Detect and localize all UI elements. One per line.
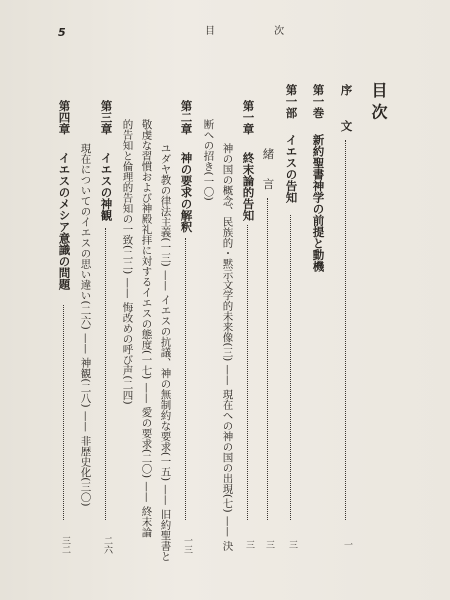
preface-label: 序 bbox=[339, 84, 354, 96]
header-page-number: 5 bbox=[58, 26, 66, 39]
ch2-summary-line2: 敬虔な習慣および神殿礼拝に対するイエスの態度(一七) —— 愛の要求(二〇) —— 終末論 bbox=[140, 119, 153, 538]
part1-label: 第一部 bbox=[284, 84, 299, 119]
ch3-label: 第三章 bbox=[99, 100, 114, 135]
header-title: 目 次 bbox=[205, 26, 313, 37]
dot-leader bbox=[247, 225, 248, 520]
ch2-summary-line1: ユダヤ教の律法主義(一三) —— イエスの抗議、神の無制約な要求(一五) —— 旧約聖書と bbox=[159, 143, 172, 562]
ch4-label: 第四章 bbox=[57, 100, 72, 135]
volume1-title: 新約聖書神学の前提と動機 bbox=[311, 134, 326, 272]
preface-text: 文 bbox=[339, 120, 354, 132]
ch2-page: 一三 bbox=[182, 536, 192, 554]
ch1-title: 終末論的告知 bbox=[241, 152, 256, 221]
ch3-title: イエスの神観 bbox=[99, 152, 114, 221]
ch1-page: 三 bbox=[244, 540, 254, 549]
ch2-label: 第二章 bbox=[179, 100, 194, 135]
intro-page: 三 bbox=[264, 540, 274, 549]
bleed-through-text bbox=[392, 95, 407, 105]
ch1-summary-line1: 神の国の概念、民族的・黙示文学的未来像(三) —— 現在への神の国の出現(七) —— 決 bbox=[221, 143, 234, 551]
ch2-title: 神の要求の解釈 bbox=[179, 152, 194, 233]
dot-leader bbox=[185, 238, 186, 520]
preface-page: 一 bbox=[342, 540, 352, 549]
ch1-summary-line2: 断への招き(一〇) bbox=[202, 119, 215, 201]
part1-page: 三 bbox=[287, 540, 297, 549]
ch1-label: 第一章 bbox=[241, 100, 256, 135]
part1-title: イエスの告知 bbox=[284, 134, 299, 203]
dot-leader bbox=[63, 305, 64, 520]
dot-leader bbox=[290, 215, 291, 520]
intro-label: 緒 bbox=[261, 148, 276, 160]
dot-leader bbox=[105, 228, 106, 520]
intro-text: 言 bbox=[261, 178, 276, 190]
toc-title: 目 次 bbox=[369, 82, 388, 120]
ch3-summary-line1: 現在についてのイエスの思い違い(二六) —— 神観(二八) —— 非歴史化(三〇) bbox=[79, 143, 92, 507]
volume1-label: 第一巻 bbox=[311, 84, 326, 119]
ch3-page: 二六 bbox=[102, 536, 112, 554]
ch4-title: イエスのメシア意識の問題 bbox=[57, 152, 72, 290]
dot-leader bbox=[345, 140, 346, 520]
dot-leader bbox=[267, 198, 268, 520]
ch4-page: 三二 bbox=[60, 536, 70, 554]
ch2-summary-line3: 的告知と倫理的告知の一致(二二) —— 悔改めの呼び声(二四) bbox=[121, 119, 134, 405]
